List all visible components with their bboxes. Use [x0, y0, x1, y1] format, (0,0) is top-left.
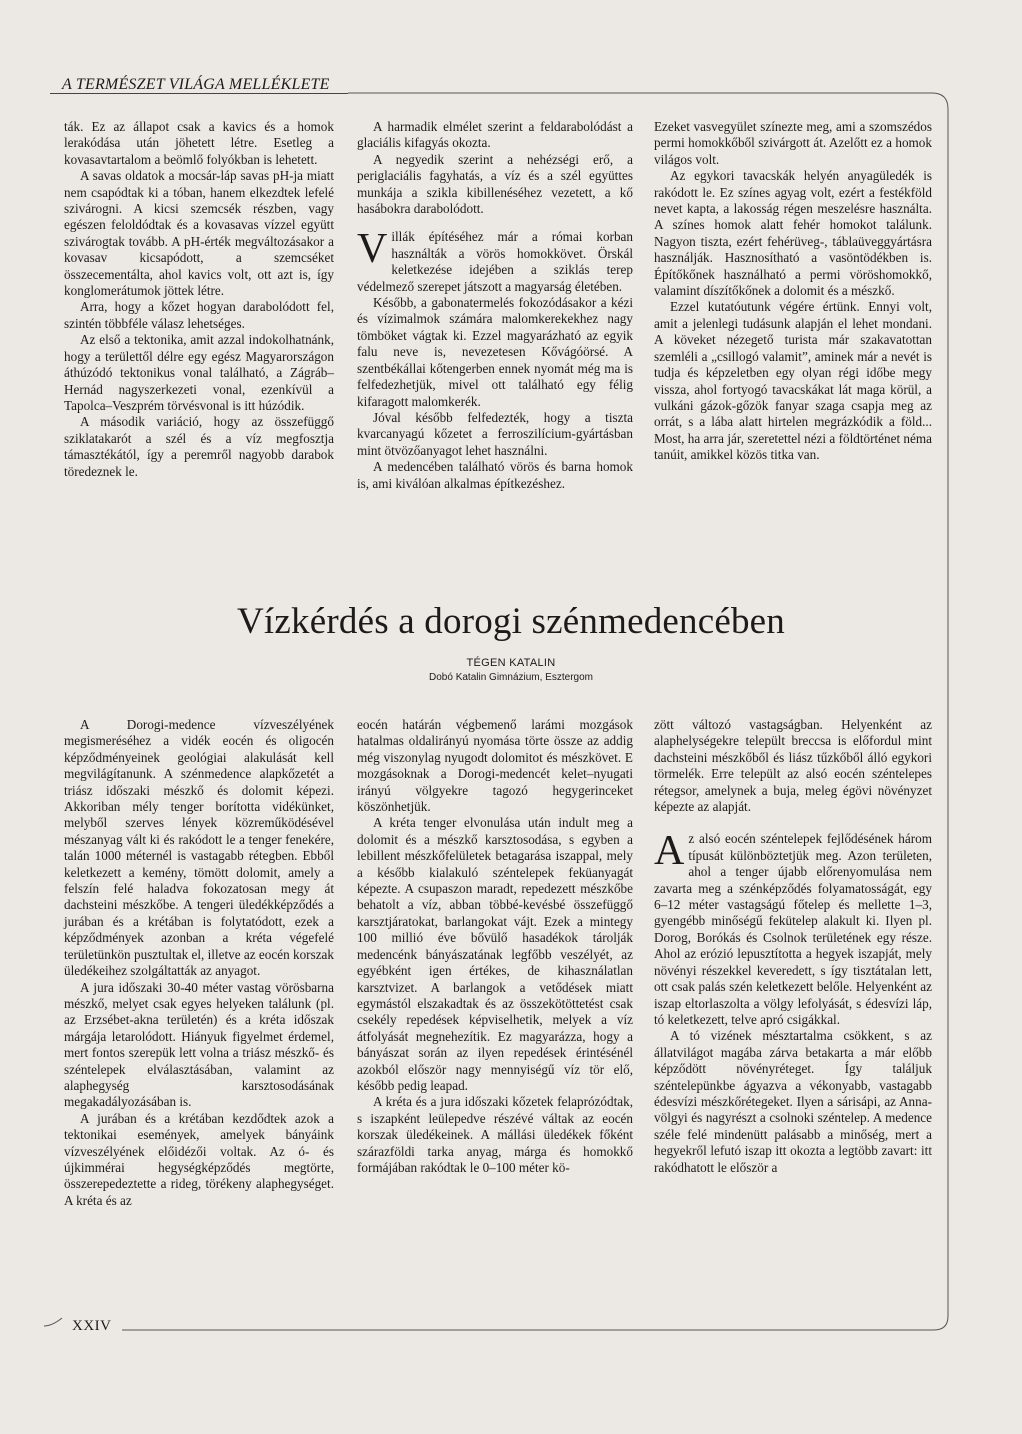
article-column-3	[654, 717, 932, 1176]
dropcap-text: illák építéséhez már a római korban használták a vörös homokkövet. Örskál keletkezése idejében a sziklás terep védelmező szerepet játszott a magyarság életében.	[357, 229, 633, 294]
paragraph: A medencében található vörös és barna homok is, ami kiválóan alkalmas építkezéshez.	[357, 459, 633, 491]
dropcap-letter: A	[654, 828, 685, 875]
top-column-1	[64, 119, 334, 480]
dropcap-letter: V	[357, 226, 388, 273]
page-number: XXIV	[72, 1318, 112, 1334]
paragraph: A tó vizének mésztartalma csökkent, s az állatvilágot magába zárva betakarta a már előbb képződött növényréteget. Így találjuk széntelepünkbe ágyazva a vékonyabb, vastagabb édesvízi mészkőrétegeket. Ilyen a sárisápi, az Anna-völgyi és nagyrészt a csolnoki széntelep. A medence széle felé mindenütt palásabb a minőség, mert a hegyekről lefutó iszap itt okozta a legtöbb zavart: itt rakódhatott le először a	[654, 1028, 932, 1175]
article-author: TÉGEN KATALIN	[466, 657, 556, 669]
paragraph: A savas oldatok a mocsár-láp savas pH-ja miatt nem csapódtak ki a tóban, hanem elkezdtek lefelé szivárogni. A kicsi szemcsék részben, vagy egészen feloldódtak és a kovasavas vízzel együtt szivárogtak tovább. A pH-érték megváltozásakor a kovasav kicsapódott, a szemcséket összecementálta, ahol kavics volt, ott azt is, így konglomerátumok jöttek létre.	[64, 168, 334, 299]
paragraph: A jurában és a krétában kezdődtek azok a tektonikai események, amelyek bányáink vízveszélyének előidézői voltak. Az ó- és újkimmérai hegységképződés megtörte, összerepedeztette a rideg, törékeny alaphegységet. A kréta és az	[64, 1110, 334, 1208]
paragraph: Az első a tektonika, amit azzal indokolhatnánk, hogy a területtől délre egy egész Magyarországon áthúzódó tektonikus vonal található, a Zágráb–Hernád nagyszerkezeti vonal, ezenkívül a Tapolca–Veszprém törvésvonal is itt húzódik.	[64, 332, 334, 413]
article-affiliation: Dobó Katalin Gimnázium, Esztergom	[429, 672, 593, 683]
paragraph: A harmadik elmélet szerint a feldarabolódást a glaciális kifagyás okozta.	[357, 119, 633, 151]
paragraph: A jura időszaki 30-40 méter vastag vörösbarna mészkő, melyet csak egyes helyeken találunk (pl. az Erzsébet-akna területén) és a kréta időszak márgája letarolódott. Hiányuk figyelmet érdemel, mert fontos szerepük lett volna a triász mészkő- és széntelepek elválasztásában, valamint az alaphegység karsztosodásának megakadályozásában is.	[64, 979, 334, 1110]
paragraph: Ezzel kutatóutunk végére értünk. Ennyi volt, amit a jelenlegi tudásunk alapján el lehet mondani. A köveket nézegető turista már szakavatottan szemléli a „csillogó valamit”, aminek már a nevét is tudja és képzeletben egy olyan régi időbe megy vissza, ahol fortyogó tavacskákat lát maga körül, a vulkáni gázok-gőzök fanyar szaga csapja meg az orrát, s a lába alatt hirtelen megrázkódik a föld... Most, ha arra jár, szeretettel nézi a földtörténet néma tanúit, amikkel közös titka van.	[654, 299, 932, 463]
paragraph: Jóval később felfedezték, hogy a tiszta kvarcanyagú kőzetet a ferroszilícium-gyártásban mint ötvözőanyagot lehet használni.	[357, 409, 633, 458]
paragraph: zött változó vastagságban. Helyenként az alaphelységekre települt breccsa is előfordul mint dachsteini mészkőből és liász tűzkőből álló egykori törmelék. Erre települt az alsó eocén széntelepes rétegsor, amelynek a buja, meleg égövi növényzet képezte az alapját.	[654, 717, 932, 815]
article-column-2	[357, 717, 633, 1176]
paragraph: ták. Ez az állapot csak a kavics és a homok lerakódása után jöhetett létre. Esetleg a kovasavtartalom a beömlő folyókban is lehetett.	[64, 119, 334, 167]
top-column-3	[654, 119, 932, 464]
article-title: Vízkérdés a dorogi szénmedencében	[237, 601, 785, 642]
dropcap-paragraph	[654, 828, 932, 1028]
dropcap-paragraph	[357, 226, 633, 295]
paragraph: A kréta és a jura időszaki kőzetek felaprózódtak, s iszapként leülepedve részévé váltak az eocén korszak üledékeinek. A mállási üledékek főként szárazföldi tarka anyag, márga és homokkő formájában rakódtak le 0–100 méter kö-	[357, 1094, 633, 1175]
article-column-1	[64, 717, 334, 1209]
paragraph: A kréta tenger elvonulása után indult meg a dolomit és a mészkő karsztosodása, s egyben a lebillent mészkőfelületek betagarása iszappal, mely a később kialakuló széntelepek feküanyagát képezte. A csupaszon maradt, repedezett mészkőbe behatolt a víz, abban többé-kevésbé összefüggő karsztjáratokat, barlangokat vájt. Ezek a mintegy 100 millió éve bővülő hasadékok tárolják medencénk bányászatának legfőbb veszélyét, az egyébként igen értékes, de kihasználatlan karsztvizet. A barlangok a vetődések miatt egymástól elszakadtak és az összekötöttetést csak csekély repedések képviselhetik, melyek a víz átfolyását megnehezítik. Ez magyarázza, hogy a bányászat során az ilyen repedések érintésénél azokból először nagy mennyiségű víz tör elő, később pedig leapad.	[357, 815, 633, 1093]
paragraph: Ezeket vasvegyület színezte meg, ami a szomszédos permi homokkőből szivárgott át. Azelőtt ez a homok világos volt.	[654, 119, 932, 167]
header-rule	[50, 93, 348, 94]
paragraph: A második variáció, hogy az összefüggő sziklatakarót a szél és a víz megfosztja támasztékától, így a peremről nagyobb darabok töredeznek le.	[64, 414, 334, 479]
paragraph: A Dorogi-medence vízveszélyének megismeréséhez a vidék eocén és oligocén képződményeinek geológiai alakulását kell megvilágítanunk. A szénmedence alapkőzetét a triász időszaki mészkő és dolomit képezi. Akkoriban mély tenger borította vidékünket, melyből szerves lények közreműködésével mészanyag vált ki és rakódott le a tenger fenekére, talán 1000 méternél is vastagabb rétegben. Ebből keletkezett a kemény, tömött dolomit, amely a felszín felé haladva fokozatosan megy át dachsteini mészkőbe. A tengeri üledékképződés a jurában és a krétában is folytatódott, ezek a képződmények azonban a kréta végefelé területünkön pusztultak el, illetve az eocén korszak üledékeihez szolgáltatták az anyagot.	[64, 717, 334, 979]
paragraph: A negyedik szerint a nehézségi erő, a periglaciális fagyhatás, a víz és a szél együttes munkája a szikla kibillenéséhez vezetett, a kő hasábokra darabolódott.	[357, 151, 633, 217]
paragraph: Később, a gabonatermelés fokozódásakor a kézi és vízimalmok számára malomkerekekhez nagy tömböket vágtak ki. Ezzel magyarázható az egyik falu neve is, nevezetesen Kővágóörsé. A szentbékállai kőtengerben ennek nyomát még ma is felfedezhetjük, mivel ott található egy félig kifaragott malomkerék.	[357, 295, 633, 409]
frame-line-left	[44, 1318, 62, 1326]
top-column-2	[357, 119, 633, 492]
paragraph: Az egykori tavacskák helyén anyagüledék is rakódott le. Ez színes agyag volt, ezért a festékföld nevet kapta, a lakosság régen meszelésre használta. A színes homok alatt fehér homokot találunk. Nagyon tiszta, ezért fehérüveg-, táblaüveggyártásra használják. Hasznosítható a vasöntödékben is. Építőkőnek használható a permi vöröshomokkő, valamint díszítőkőnek a dolomit és a mészkő.	[654, 168, 932, 299]
dropcap-text: z alsó eocén széntelepek fejlődésének három típusát különböztetjük meg. Azon területen, ahol a tenger újabb előrenyomulása nem zavarta meg a szénképződés folyamatosságát, egy 6–12 méter vastagságú főtelep és mellette 1–3, gyengébb minőségű fekütelep alakult ki. Ilyen pl. Dorog, Borókás és Csolnok területének egy része. Ahol az erózió lepusztította a hegyek iszapját, mely növényi részekkel keveredett, s így tisztátalan lett, ott csak palás szén keletkezett belőle. Helyenként az iszap eltorlaszolta a völgy lefolyását, s édesvízi láp, tó keletkezett, telve apró csigákkal.	[654, 831, 932, 1027]
paragraph: Arra, hogy a kőzet hogyan darabolódott fel, szintén többféle válasz lehetséges.	[64, 299, 334, 331]
paragraph: eocén határán végbemenő larámi mozgások hatalmas oldalirányú nyomása törte össze az addig még viszonylag nyugodt dolomitot és mészkövet. E mozgásoknak a Dorogi-medencét kelet–nyugati irányú völgyekre tagozó hegygerinceket köszönhetjük.	[357, 717, 633, 815]
running-title: A TERMÉSZET VILÁGA MELLÉKLETE	[62, 76, 330, 93]
